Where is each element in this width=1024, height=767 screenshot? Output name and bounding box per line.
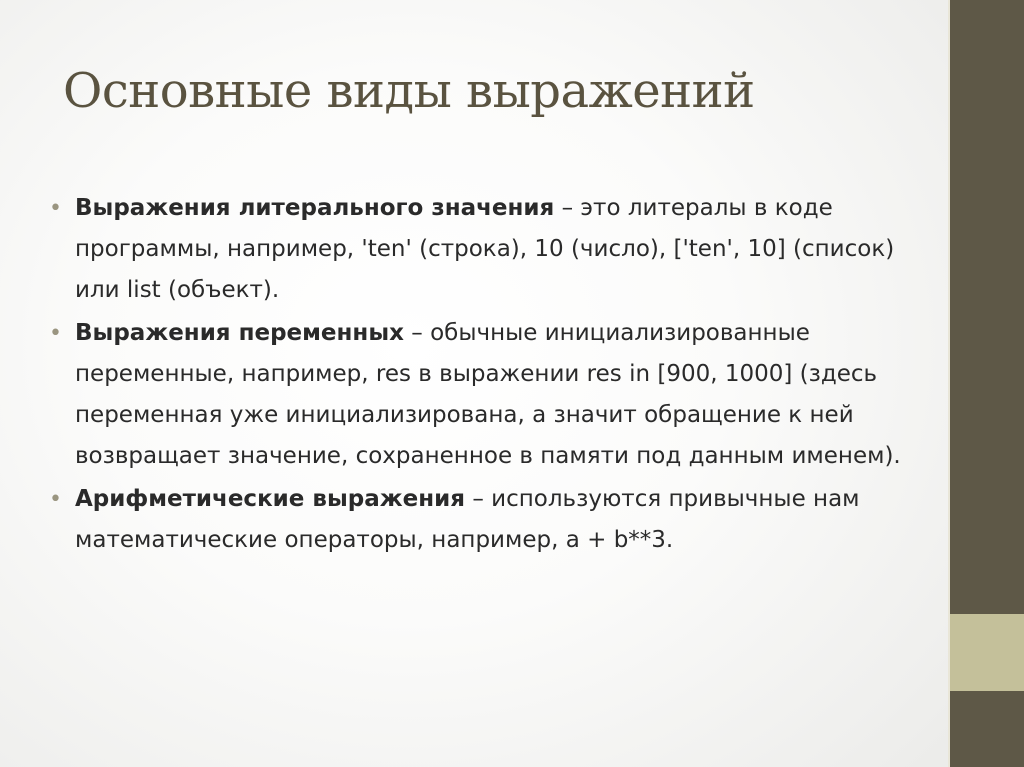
slide-title: Основные виды выражений (63, 63, 755, 119)
bullet-icon: • (49, 487, 62, 512)
bullet-term: Выражения переменных (75, 320, 404, 346)
bullet-text: – обычные инициализированные переменные, например, res в выражении res in [900, 1000] (здесь переменная уже инициализирована, а значит обращение к ней возвращает значение, сохраненное в памяти под данным именем). (75, 320, 901, 469)
bullet-item-literal (49, 188, 929, 311)
bullet-term: Арифметические выражения (75, 486, 466, 512)
bullet-item-variables (49, 313, 929, 477)
bullet-item-arithmetic (49, 479, 929, 561)
bullet-text: – это литералы в коде программы, например, 'ten' (строка), 10 (число), ['ten', 10] (список) или list (объект). (75, 195, 895, 303)
slide-content (49, 188, 929, 563)
side-accent-block (948, 614, 1024, 691)
bullet-text: – используются привычные нам математические операторы, например, a + b**3. (75, 486, 860, 553)
bullet-list (49, 188, 929, 561)
bullet-term: Выражения литерального значения (75, 195, 555, 221)
bullet-icon: • (49, 196, 62, 221)
bullet-icon: • (49, 321, 62, 346)
